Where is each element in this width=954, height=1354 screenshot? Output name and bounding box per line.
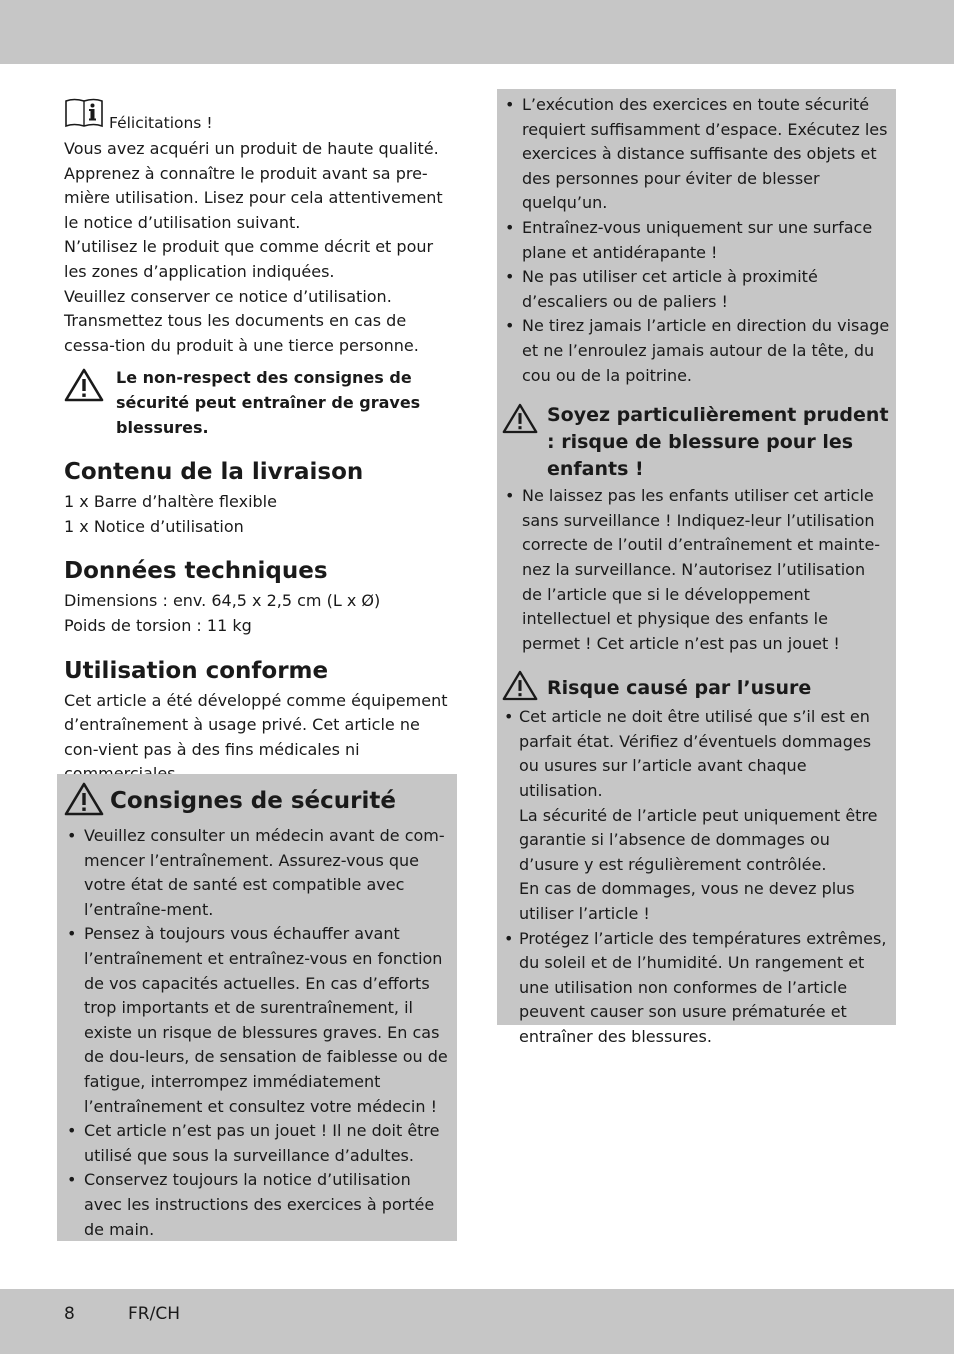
warning-triangle-icon	[64, 782, 104, 820]
list-item: • Veuillez consulter un médecin avant de com-mencer l’entraînement. Assurez-vous que votre état de santé est compatible avec l’entraîne-ment.	[64, 824, 450, 922]
contenu-heading: Contenu de la livraison	[64, 459, 364, 486]
usure-heading-text: Risque causé par l’usure	[547, 676, 812, 699]
list-item: • Entraînez-vous uniquement sur une surface plane et antidérapante !	[502, 216, 890, 265]
enfants-heading-text: Soyez particulièrement prudent : risque de blessure pour les enfants !	[547, 404, 889, 481]
warning-triangle-icon	[502, 670, 538, 705]
usure-line: Cet article ne doit être utilisé que s’il est en parfait état. Vérifiez d’éventuels dommages ou usures sur l’article avant chaque utilisation.	[519, 707, 872, 801]
list-item: • L’exécution des exercices en toute sécurité requiert suffisamment d’espace. Exécutez les exercices à distance suffisante des objets et des personnes pour éviter de blesser quelqu’un.	[502, 93, 890, 216]
intro-paragraph-4: Transmettez tous les documents en cas de cessa-tion du produit à une tierce personne.	[64, 311, 419, 355]
intro-paragraph-2: N’utilisez le produit que comme décrit et pour les zones d’application indiquées.	[64, 237, 434, 281]
intro-heading: Félicitations !	[109, 114, 213, 132]
list-item	[502, 705, 890, 926]
utilisation-text: Cet article a été développé comme équipement d’entraînement à usage privé. Cet article ne con-vient pas à des fins médicales ni	[64, 690, 448, 759]
left-column	[64, 96, 452, 787]
list-item: • Ne pas utiliser cet article à proximité d’escaliers ou de paliers !	[502, 265, 890, 314]
page-number: 8	[64, 1304, 75, 1324]
list-item: • Conservez toujours la notice d’utilisation avec les instructions des exercices à portée de main.	[64, 1168, 450, 1242]
intro-heading-row	[64, 96, 452, 133]
list-item: • Protégez l’article des températures extrêmes, du soleil et de l’humidité. Un rangement et une utilisation non conformes de l’article peuvent causer son usure prématurée et entraîner des blessures.	[502, 927, 890, 1050]
usure-line: La sécurité de l’article peut uniquement être garantie si l’absence de dommages ou d’usure y est régulièrement contrôlée.	[519, 805, 878, 874]
usure-line: En cas de dommages, vous ne devez plus utiliser l’article !	[519, 879, 855, 924]
warning-triangle-icon	[64, 368, 104, 406]
consignes-list	[64, 824, 450, 1242]
warning-triangle-icon	[502, 403, 538, 438]
intro-paragraph-1: Vous avez acquéri un produit de haute qualité. Apprenez à connaître le produit avant sa pre-mière utilisation. Lisez pour cela attentivement le notice d’utilisation suivant.	[64, 139, 443, 232]
enfants-warning-heading	[502, 402, 890, 483]
consignes-content	[64, 782, 450, 1242]
info-book-icon	[64, 96, 104, 133]
utilisation-heading: Utilisation conforme	[64, 657, 329, 684]
language-code: FR/CH	[128, 1304, 180, 1324]
donnees-item: Dimensions : env. 64,5 x 2,5 cm (L x Ø)	[64, 591, 381, 611]
contenu-item: 1 x Notice d’utilisation	[64, 516, 244, 536]
donnees-item: Poids de torsion : 11 kg	[64, 615, 252, 635]
donnees-heading: Données techniques	[64, 558, 328, 585]
contenu-item: 1 x Barre d’haltère flexible	[64, 492, 277, 512]
list-item: • Pensez à toujours vous échauffer avant l’entraînement et entraînez-vous en fonction de vos capacités actuelles. En cas d’efforts trop importants et de surentraînement, il existe un risque de blessures graves. En cas de dou-leurs, de sensation de faiblesse ou de fatigue, interrompez immédiatement l’entraînement et consultez votre médecin !	[64, 922, 450, 1119]
intro-paragraph-3: Veuillez conserver ce notice d’utilisation.	[64, 286, 392, 306]
intro-warning	[64, 366, 452, 440]
intro-warning-text: Le non-respect des consignes de sécurité peut entraîner de graves blessures.	[116, 368, 421, 437]
usure-warning-heading	[502, 670, 890, 705]
header-band	[0, 0, 954, 64]
enfants-list	[502, 484, 890, 656]
list-item: • Ne laissez pas les enfants utiliser cet article sans surveillance ! Indiquez-leur l’utilisation correcte de l’outil d’entraînement et mainte-nez la surveillance. N’autorisez l’utilisation de l’article que si le développement intellectuel et physique des enfants le permet ! Cet article n’est pas un jouet !	[502, 484, 890, 656]
consignes-heading: Consignes de sécurité	[110, 788, 396, 814]
consignes-heading-row	[64, 782, 450, 820]
usure-list	[502, 705, 890, 1049]
right-column	[502, 93, 890, 1050]
list-item: • Ne tirez jamais l’article en direction du visage et ne l’enroulez jamais autour de la tête, du cou ou de la poitrine.	[502, 314, 890, 388]
right-list	[502, 93, 890, 388]
list-item: • Cet article n’est pas un jouet ! Il ne doit être utilisé que sous la surveillance d’adultes.	[64, 1119, 450, 1168]
